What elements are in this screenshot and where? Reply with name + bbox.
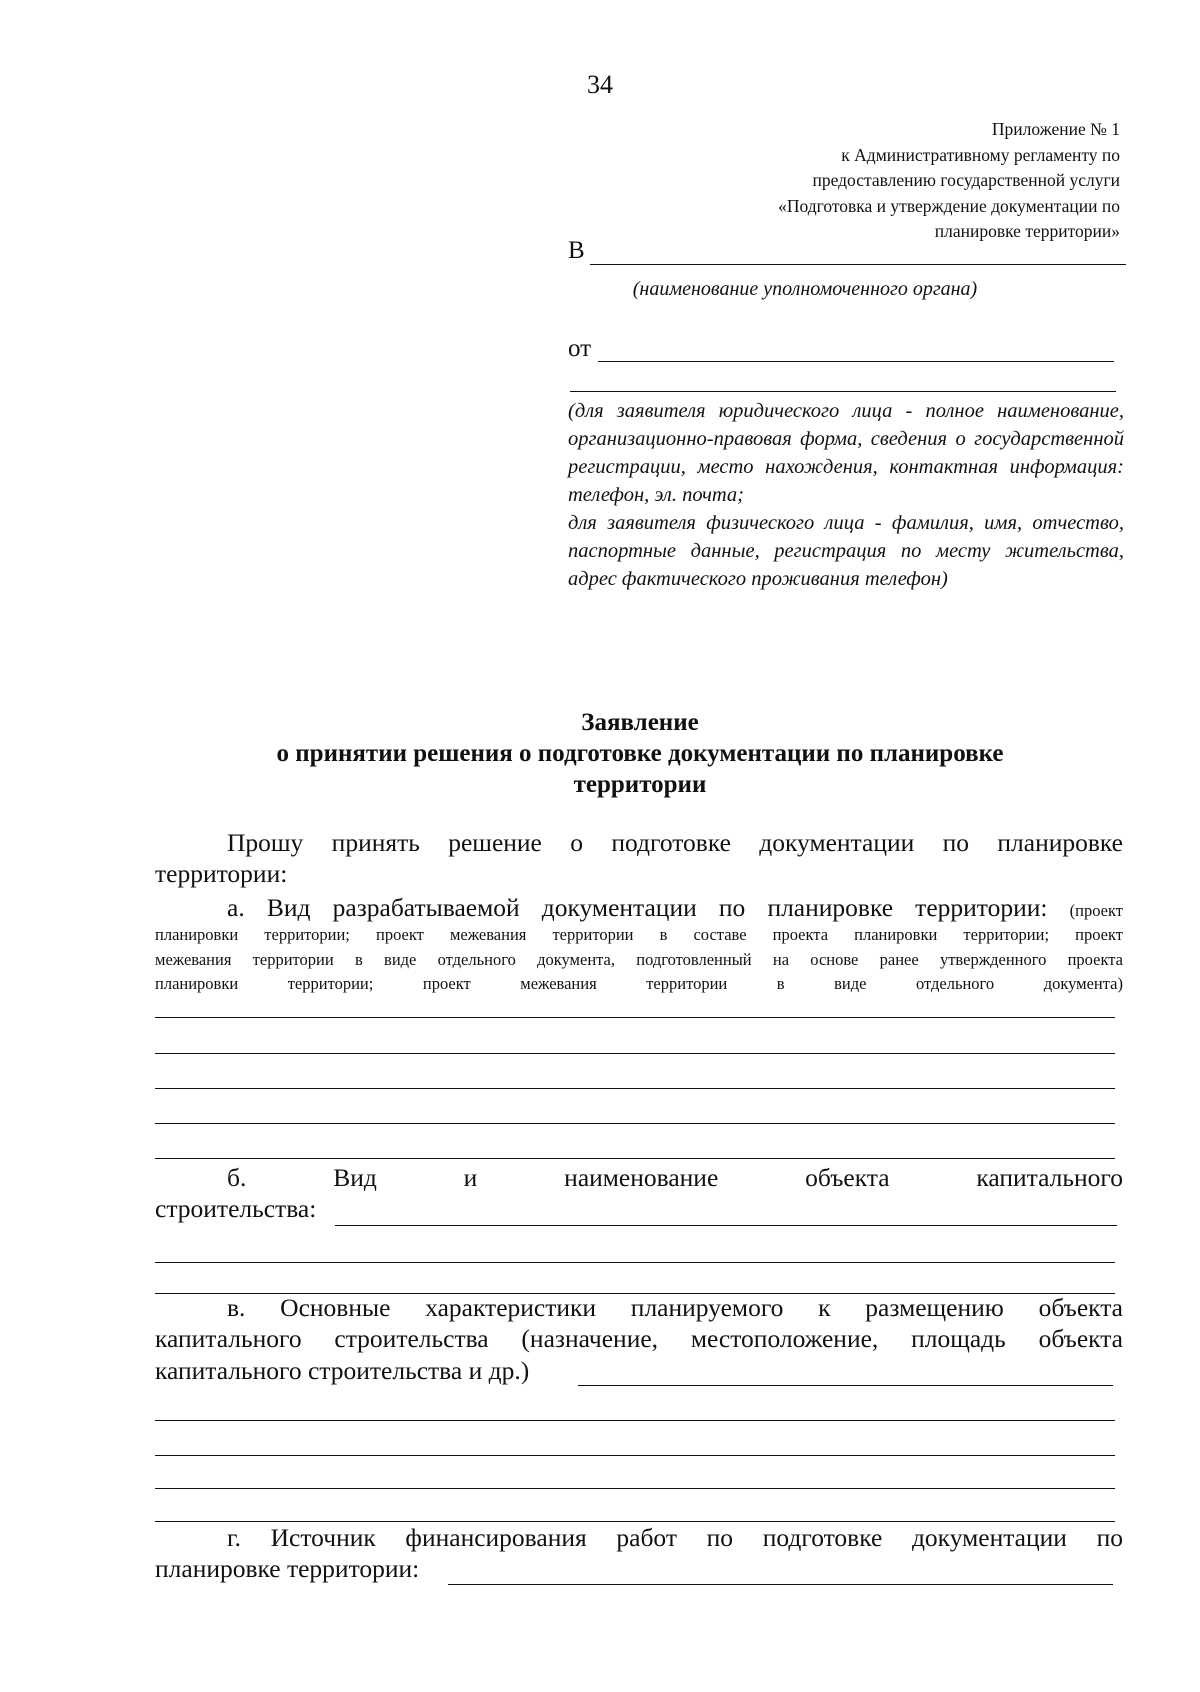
item-a-hint: межевания территории в виде отдельного документа, подготовленный на основе ранее утвержденного проекта <box>155 950 1123 969</box>
item-b-answer-line[interactable] <box>335 1225 1117 1226</box>
item-b-heading: б. Вид и наименование объекта капитального <box>227 1163 1123 1192</box>
sender-field-line[interactable] <box>598 361 1114 362</box>
sender-instructions <box>568 397 1124 593</box>
appendix-header <box>560 117 1120 245</box>
item-a-hint: планировки территории; проект межевания территории в составе проекта планировки территории; проект <box>155 925 1123 944</box>
item-a-answer-line[interactable] <box>155 1158 1115 1159</box>
item-g-heading: г. Источник финансирования работ по подготовке документации по <box>227 1523 1123 1552</box>
item-a-answer-line[interactable] <box>155 1017 1115 1018</box>
appendix-line: «Подготовка и утверждение документации по <box>778 195 1120 216</box>
sender-prefix: от <box>568 335 592 362</box>
item-b-label: строительства: <box>155 1194 317 1223</box>
addressee-prefix: В <box>568 237 585 264</box>
item-a-answer-line[interactable] <box>155 1053 1115 1054</box>
page-number: 34 <box>587 70 613 99</box>
title-line: о принятии решения о подготовке документации по планировке <box>276 740 1004 767</box>
addressee-field-line[interactable] <box>590 264 1126 265</box>
item-a-main: а. Вид разрабатываемой документации по планировке территории: <box>227 893 1048 922</box>
item-g-label: планировке территории: <box>155 1554 420 1583</box>
appendix-line: к Административному регламенту по <box>841 144 1120 165</box>
item-g-answer-line[interactable] <box>448 1584 1113 1585</box>
item-v-answer-line[interactable] <box>155 1420 1115 1421</box>
item-a-answer-line[interactable] <box>155 1123 1115 1124</box>
document-title <box>150 707 1130 800</box>
appendix-line: предоставлению государственной услуги <box>812 170 1120 190</box>
item-v-heading: в. Основные характеристики планируемого к размещению объекта <box>227 1293 1123 1322</box>
item-v-line: капитального строительства (назначение, местоположение, площадь объекта <box>155 1324 1123 1353</box>
legal-entity-note: (для заявителя юридического лица - полное наименование, организационно-правовая форма, сведения о государственной регистрации, место нахождения, контактная информация: телефон, эл. почта; <box>568 400 1124 506</box>
appendix-line: Приложение № 1 <box>991 119 1120 139</box>
item-v-label: капитального строительства и др.) <box>155 1356 530 1385</box>
item-b-answer-line[interactable] <box>155 1262 1115 1263</box>
item-a-answer-line[interactable] <box>155 1088 1115 1089</box>
item-v-answer-line[interactable] <box>578 1385 1113 1386</box>
intro-line-2: территории: <box>155 859 288 888</box>
item-v-answer-line[interactable] <box>155 1455 1115 1456</box>
item-a-heading <box>155 892 1123 923</box>
sender-field-line-2[interactable] <box>570 391 1116 392</box>
individual-note: для заявителя физического лица - фамилия, имя, отчество, паспортные данные, регистрация по месту жительства, адрес фактического проживания телефон) <box>568 512 1124 590</box>
item-a-hint: планировки территории; проект межевания территории в виде отдельного документа) <box>155 974 1123 993</box>
intro-line: Прошу принять решение о подготовке документации по планировке <box>227 828 1123 857</box>
item-a-hint-start: (проект <box>1069 901 1123 920</box>
item-v-answer-line[interactable] <box>155 1488 1115 1489</box>
title-line: территории <box>573 771 707 798</box>
appendix-line: планировке территории» <box>934 221 1120 241</box>
title-line: Заявление <box>581 709 699 736</box>
addressee-caption: (наименование уполномоченного органа) <box>632 278 978 300</box>
